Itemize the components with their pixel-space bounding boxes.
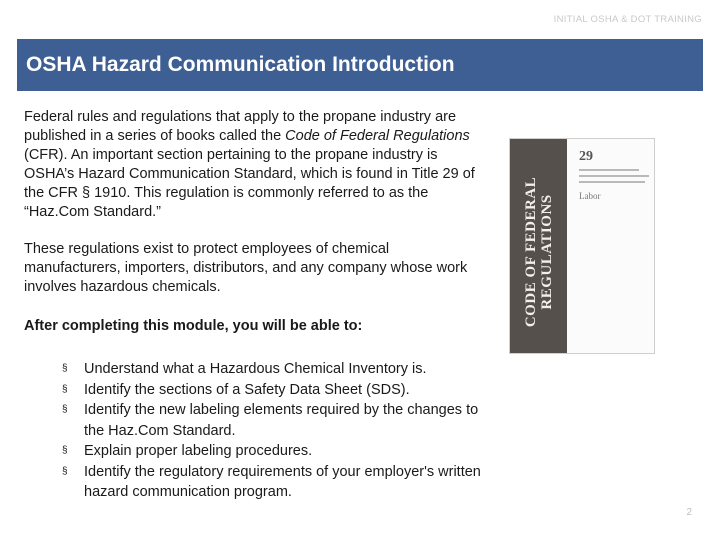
book-spine — [510, 139, 567, 353]
list-item: § Identify the new labeling elements required by the changes to the Haz.Com Standard. — [62, 402, 479, 439]
intro-text — [24, 108, 480, 315]
bullet-icon: § — [62, 404, 68, 415]
list-item: § Identify the sections of a Safety Data Sheet (SDS). — [62, 380, 482, 401]
cfr-title: Code of Federal Regulations — [285, 128, 470, 144]
header-tag: INITIAL OSHA & DOT TRAINING — [553, 14, 702, 25]
cfr-book-image — [509, 138, 655, 354]
book-cover-lines — [579, 169, 649, 187]
bullet-icon: § — [62, 465, 68, 477]
bullet-icon: § — [62, 445, 68, 456]
list-item: § Identify the regulatory requirements of your employer's written hazard communication program. — [62, 463, 481, 500]
intro-paragraph-2: These regulations exist to protect employees of chemical manufacturers, importers, distributors, and any company whose work involves hazardous chemicals. — [24, 241, 468, 295]
book-cover — [567, 139, 654, 353]
book-spine-title: CODE OF FEDERAL REGULATIONS — [523, 176, 555, 328]
book-title-number: 29 — [579, 149, 593, 164]
objectives-list — [62, 359, 482, 503]
objectives-heading: After completing this module, you will be able to: — [24, 318, 363, 334]
intro-paragraph-1: Federal rules and regulations that apply to the propane industry are published in a series of books called the Code of Federal Regulations (CFR). An important section pertaining to the propane industry is OSHA’s Hazard Communication Standard, which is found in Title 29 of the CFR § 1910. This regulation is commonly referred to as the “Haz.Com Standard.” — [24, 109, 475, 220]
bullet-icon: § — [62, 363, 68, 374]
bullet-icon: § — [62, 383, 68, 395]
page-number: 2 — [686, 507, 692, 518]
book-label: Labor — [579, 191, 601, 201]
list-item: § Explain proper labeling procedures. — [62, 441, 482, 462]
page-title: OSHA Hazard Communication Introduction — [26, 53, 455, 76]
list-item: § Understand what a Hazardous Chemical Inventory is. — [62, 359, 482, 380]
title-bar — [17, 39, 703, 91]
